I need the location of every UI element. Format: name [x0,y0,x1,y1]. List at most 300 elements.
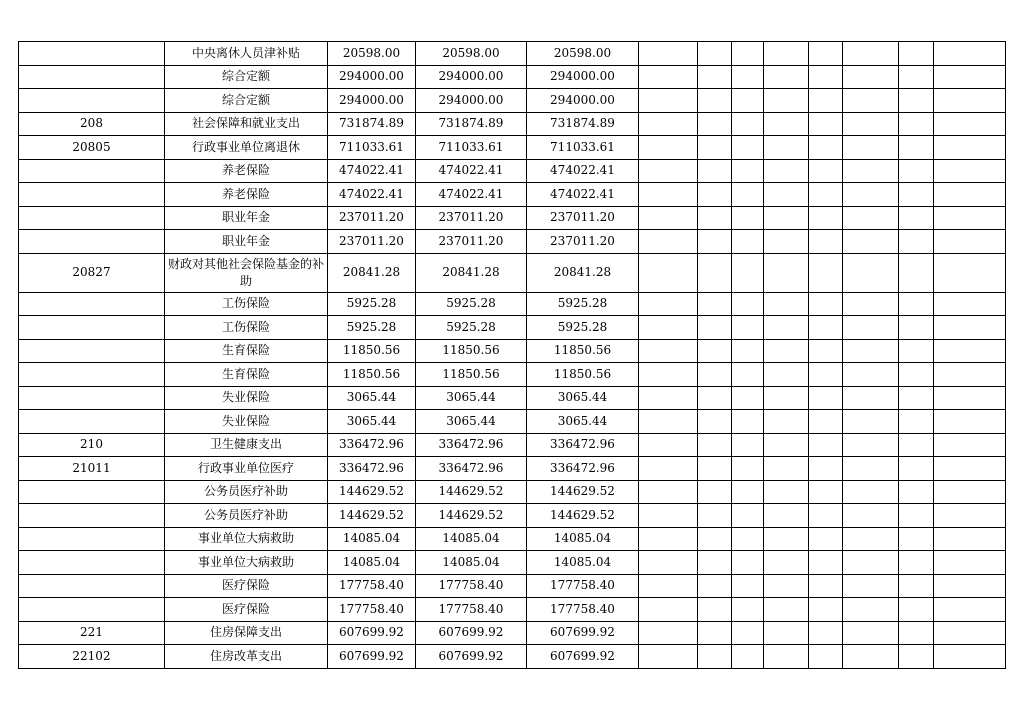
name-cell: 住房改革支出 [165,645,328,669]
name-cell: 医疗保险 [165,598,328,622]
table-row [19,316,1006,340]
table-row [19,230,1006,254]
empty-cell [899,386,934,410]
empty-cell [732,316,764,340]
empty-cell [843,480,899,504]
empty-cell [639,504,698,528]
empty-cell [843,621,899,645]
table-row [19,206,1006,230]
amount-cell: 294000.00 [527,65,639,89]
name-cell: 养老保险 [165,159,328,183]
amount-cell: 711033.61 [416,136,527,160]
amount-cell: 144629.52 [416,480,527,504]
empty-cell [764,433,809,457]
name-cell: 卫生健康支出 [165,433,328,457]
amount-cell: 11850.56 [328,363,416,387]
empty-cell [934,504,1006,528]
empty-cell [934,645,1006,669]
empty-cell [732,136,764,160]
empty-cell [934,386,1006,410]
amount-cell: 607699.92 [328,621,416,645]
empty-cell [809,42,843,66]
name-cell: 行政事业单位医疗 [165,457,328,481]
amount-cell: 607699.92 [416,621,527,645]
empty-cell [843,206,899,230]
empty-cell [698,112,732,136]
empty-cell [934,253,1006,292]
empty-cell [809,551,843,575]
table-row [19,433,1006,457]
empty-cell [934,598,1006,622]
empty-cell [809,574,843,598]
empty-cell [899,206,934,230]
empty-cell [732,253,764,292]
amount-cell: 474022.41 [328,159,416,183]
empty-cell [899,645,934,669]
empty-cell [899,316,934,340]
empty-cell [899,65,934,89]
empty-cell [732,480,764,504]
empty-cell [732,65,764,89]
amount-cell: 20598.00 [527,42,639,66]
empty-cell [639,457,698,481]
empty-cell [809,527,843,551]
amount-cell: 14085.04 [416,551,527,575]
empty-cell [899,183,934,207]
name-cell: 失业保险 [165,386,328,410]
empty-cell [843,316,899,340]
amount-cell: 5925.28 [527,292,639,316]
empty-cell [639,65,698,89]
empty-cell [698,480,732,504]
amount-cell: 177758.40 [416,598,527,622]
code-cell [19,206,165,230]
code-cell [19,183,165,207]
table-row [19,645,1006,669]
table-row [19,551,1006,575]
empty-cell [764,527,809,551]
amount-cell: 5925.28 [328,316,416,340]
amount-cell: 177758.40 [328,598,416,622]
empty-cell [639,433,698,457]
empty-cell [899,253,934,292]
empty-cell [809,65,843,89]
code-cell: 20827 [19,253,165,292]
name-cell: 公务员医疗补助 [165,480,328,504]
empty-cell [764,574,809,598]
empty-cell [639,316,698,340]
code-cell [19,504,165,528]
table-row [19,339,1006,363]
empty-cell [764,136,809,160]
empty-cell [698,410,732,434]
name-cell: 工伤保险 [165,316,328,340]
amount-cell: 474022.41 [416,183,527,207]
empty-cell [732,574,764,598]
empty-cell [809,386,843,410]
empty-cell [934,230,1006,254]
amount-cell: 20598.00 [328,42,416,66]
empty-cell [809,433,843,457]
empty-cell [899,136,934,160]
empty-cell [698,363,732,387]
amount-cell: 11850.56 [527,339,639,363]
empty-cell [899,457,934,481]
empty-cell [899,89,934,113]
empty-cell [899,527,934,551]
empty-cell [639,598,698,622]
empty-cell [809,89,843,113]
table-row [19,386,1006,410]
empty-cell [698,433,732,457]
amount-cell: 237011.20 [416,206,527,230]
table-body [19,42,1006,669]
amount-cell: 294000.00 [527,89,639,113]
empty-cell [732,339,764,363]
empty-cell [698,183,732,207]
empty-cell [732,527,764,551]
empty-cell [698,65,732,89]
code-cell [19,410,165,434]
empty-cell [934,480,1006,504]
amount-cell: 607699.92 [527,645,639,669]
empty-cell [764,621,809,645]
name-cell: 行政事业单位离退休 [165,136,328,160]
amount-cell: 711033.61 [328,136,416,160]
empty-cell [843,112,899,136]
empty-cell [809,136,843,160]
amount-cell: 144629.52 [527,480,639,504]
empty-cell [809,316,843,340]
empty-cell [639,42,698,66]
empty-cell [732,292,764,316]
code-cell [19,363,165,387]
empty-cell [934,112,1006,136]
amount-cell: 474022.41 [416,159,527,183]
name-cell: 社会保障和就业支出 [165,112,328,136]
empty-cell [809,230,843,254]
empty-cell [843,598,899,622]
empty-cell [899,433,934,457]
empty-cell [843,551,899,575]
name-cell: 养老保险 [165,183,328,207]
amount-cell: 20841.28 [328,253,416,292]
empty-cell [639,292,698,316]
table-row [19,292,1006,316]
empty-cell [698,598,732,622]
empty-cell [843,136,899,160]
empty-cell [639,480,698,504]
amount-cell: 294000.00 [328,89,416,113]
empty-cell [934,316,1006,340]
table-row [19,363,1006,387]
empty-cell [899,159,934,183]
empty-cell [639,363,698,387]
amount-cell: 711033.61 [527,136,639,160]
table-row [19,410,1006,434]
empty-cell [764,230,809,254]
empty-cell [843,457,899,481]
empty-cell [899,551,934,575]
empty-cell [934,410,1006,434]
empty-cell [639,253,698,292]
empty-cell [934,136,1006,160]
table-row [19,504,1006,528]
empty-cell [934,457,1006,481]
code-cell: 221 [19,621,165,645]
empty-cell [899,230,934,254]
code-cell [19,42,165,66]
empty-cell [899,574,934,598]
empty-cell [639,410,698,434]
empty-cell [809,457,843,481]
empty-cell [732,159,764,183]
name-cell: 生育保险 [165,363,328,387]
amount-cell: 607699.92 [328,645,416,669]
amount-cell: 20598.00 [416,42,527,66]
amount-cell: 237011.20 [328,206,416,230]
empty-cell [764,551,809,575]
empty-cell [732,457,764,481]
empty-cell [764,339,809,363]
amount-cell: 20841.28 [416,253,527,292]
code-cell [19,292,165,316]
name-cell: 综合定额 [165,89,328,113]
empty-cell [732,363,764,387]
empty-cell [899,42,934,66]
empty-cell [732,504,764,528]
amount-cell: 237011.20 [527,230,639,254]
empty-cell [934,551,1006,575]
code-cell [19,527,165,551]
amount-cell: 336472.96 [416,433,527,457]
empty-cell [732,386,764,410]
empty-cell [639,230,698,254]
code-cell: 22102 [19,645,165,669]
empty-cell [764,386,809,410]
table-row [19,183,1006,207]
name-cell: 事业单位大病救助 [165,551,328,575]
amount-cell: 144629.52 [527,504,639,528]
amount-cell: 336472.96 [328,433,416,457]
code-cell [19,386,165,410]
name-cell: 公务员医疗补助 [165,504,328,528]
empty-cell [764,480,809,504]
name-cell: 综合定额 [165,65,328,89]
code-cell: 20805 [19,136,165,160]
empty-cell [899,621,934,645]
empty-cell [934,183,1006,207]
empty-cell [809,159,843,183]
empty-cell [843,574,899,598]
empty-cell [809,363,843,387]
amount-cell: 11850.56 [416,339,527,363]
empty-cell [764,598,809,622]
code-cell: 21011 [19,457,165,481]
name-cell: 医疗保险 [165,574,328,598]
empty-cell [732,551,764,575]
amount-cell: 336472.96 [527,433,639,457]
table-row [19,136,1006,160]
code-cell [19,65,165,89]
table-row [19,480,1006,504]
empty-cell [809,504,843,528]
amount-cell: 3065.44 [527,410,639,434]
empty-cell [698,386,732,410]
empty-cell [698,159,732,183]
empty-cell [764,363,809,387]
name-cell: 财政对其他社会保险基金的补助 [165,253,328,292]
amount-cell: 294000.00 [328,65,416,89]
empty-cell [843,363,899,387]
empty-cell [732,89,764,113]
empty-cell [698,253,732,292]
amount-cell: 237011.20 [416,230,527,254]
amount-cell: 14085.04 [527,551,639,575]
code-cell [19,598,165,622]
empty-cell [639,89,698,113]
amount-cell: 294000.00 [416,65,527,89]
table-row [19,598,1006,622]
empty-cell [843,527,899,551]
empty-cell [934,206,1006,230]
empty-cell [934,65,1006,89]
empty-cell [843,339,899,363]
empty-cell [732,206,764,230]
empty-cell [809,598,843,622]
table-row [19,574,1006,598]
name-cell: 失业保险 [165,410,328,434]
amount-cell: 474022.41 [328,183,416,207]
code-cell [19,230,165,254]
empty-cell [764,292,809,316]
amount-cell: 474022.41 [527,183,639,207]
empty-cell [809,645,843,669]
code-cell [19,316,165,340]
table-row [19,457,1006,481]
empty-cell [764,206,809,230]
empty-cell [899,339,934,363]
table-row [19,621,1006,645]
empty-cell [698,551,732,575]
amount-cell: 177758.40 [527,574,639,598]
empty-cell [764,457,809,481]
empty-cell [639,339,698,363]
empty-cell [732,42,764,66]
amount-cell: 336472.96 [416,457,527,481]
empty-cell [698,89,732,113]
empty-cell [639,159,698,183]
amount-cell: 14085.04 [328,551,416,575]
empty-cell [809,253,843,292]
amount-cell: 14085.04 [328,527,416,551]
empty-cell [934,339,1006,363]
code-cell [19,339,165,363]
empty-cell [698,645,732,669]
table-row [19,527,1006,551]
table-row [19,112,1006,136]
amount-cell: 177758.40 [416,574,527,598]
amount-cell: 3065.44 [527,386,639,410]
amount-cell: 5925.28 [328,292,416,316]
empty-cell [899,292,934,316]
empty-cell [899,598,934,622]
table-row [19,89,1006,113]
empty-cell [843,183,899,207]
empty-cell [639,206,698,230]
amount-cell: 144629.52 [328,480,416,504]
empty-cell [639,551,698,575]
empty-cell [764,89,809,113]
amount-cell: 731874.89 [416,112,527,136]
empty-cell [764,645,809,669]
amount-cell: 607699.92 [527,621,639,645]
name-cell: 事业单位大病救助 [165,527,328,551]
empty-cell [809,480,843,504]
amount-cell: 144629.52 [328,504,416,528]
empty-cell [934,159,1006,183]
empty-cell [764,504,809,528]
name-cell: 职业年金 [165,206,328,230]
empty-cell [899,504,934,528]
table-row [19,253,1006,292]
empty-cell [764,253,809,292]
empty-cell [934,433,1006,457]
empty-cell [899,480,934,504]
empty-cell [764,42,809,66]
empty-cell [843,410,899,434]
empty-cell [899,112,934,136]
empty-cell [732,433,764,457]
empty-cell [764,316,809,340]
empty-cell [698,292,732,316]
code-cell [19,89,165,113]
empty-cell [843,433,899,457]
empty-cell [698,230,732,254]
amount-cell: 3065.44 [416,386,527,410]
amount-cell: 11850.56 [527,363,639,387]
empty-cell [639,112,698,136]
empty-cell [843,645,899,669]
amount-cell: 237011.20 [328,230,416,254]
empty-cell [639,621,698,645]
empty-cell [698,457,732,481]
empty-cell [934,527,1006,551]
empty-cell [639,136,698,160]
amount-cell: 11850.56 [328,339,416,363]
code-cell: 208 [19,112,165,136]
amount-cell: 607699.92 [416,645,527,669]
amount-cell: 177758.40 [328,574,416,598]
empty-cell [934,574,1006,598]
empty-cell [764,159,809,183]
empty-cell [934,621,1006,645]
amount-cell: 336472.96 [328,457,416,481]
empty-cell [732,410,764,434]
amount-cell: 177758.40 [527,598,639,622]
empty-cell [639,527,698,551]
empty-cell [809,183,843,207]
amount-cell: 731874.89 [527,112,639,136]
empty-cell [809,621,843,645]
empty-cell [732,112,764,136]
empty-cell [809,339,843,363]
empty-cell [843,65,899,89]
amount-cell: 5925.28 [416,316,527,340]
name-cell: 工伤保险 [165,292,328,316]
empty-cell [809,112,843,136]
empty-cell [698,527,732,551]
